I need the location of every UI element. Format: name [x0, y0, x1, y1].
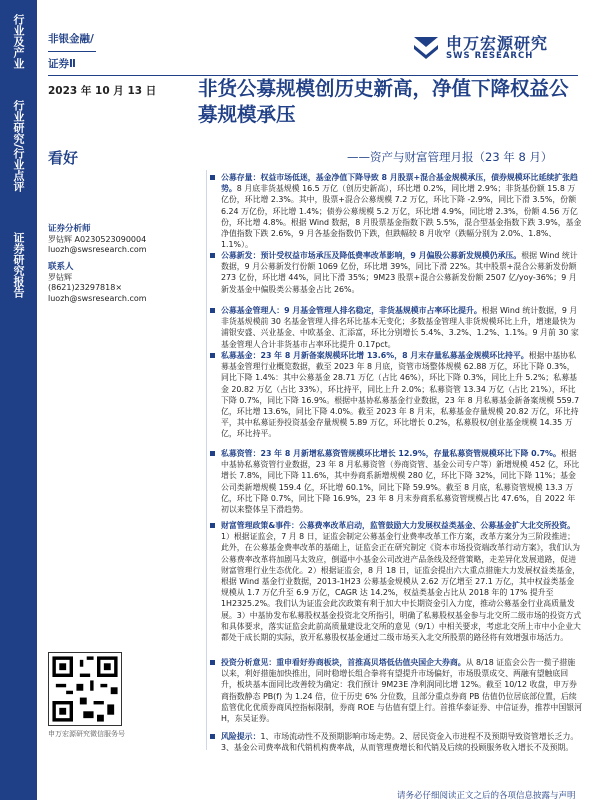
bullet-investment-view: 投资分析意见：重申看好券商板块，首推高贝塔低估值央国企大券商。从 8/18 证监会公告一揽子措施以来，利好措施加快推出，同时稳增长组合拳将有望提升市场偏好，市场股票成交、两融有望触底回升，板块基本面同比改善较为确定：我们预计 9M23E 净利润同比增 12%。截至 10/12 收盘，申万券商指数静态 PB(f) 为 1.24 倍，位于历史 6% 分位数，且部分重点券商 PB 估值仍位居底部位置，后续监管优化优质券商风控指标限制，券商 ROE 与估值有望上行。首推华泰证券、中信证券，推荐中国银河 H，东吴证券。: [210, 657, 582, 724]
bullet-private-am: 私募资管：23 年 8 月新增私募资管规模环比增长 12.9%，存量私募资管规模环比下降 0.7%。根据中基协私募资管行业数据，23 年 8 月私募资管（券商资管、基金公司专户等）新增规模 452 亿，环比增长 7.8%，同比下降 11.6%，其中券商系新增规模 280 亿，环比下降 32%，同比下降 11%；基金公司类新增规模 159.4 亿，环比增 60.1%，同比下降 59.9%。截至 8 月底，私募资管规模 13.3 万亿，环比下降 0.7%，同比下降 16.9%，23 年 8 月末券商系私募资管规模占比 47.6%，自 2022 年初以来整体呈下滑趋势。: [210, 448, 582, 515]
bullet-risk: 风险提示：1、市场流动性不及预期影响市场走势。2、居民资金入市进程不及预期导致资管增长乏力。3、基金公司费率战和代销机构费率战，从而管理费增长和代销及后续的投顾服务收入增长不及预期。: [210, 731, 582, 753]
bullet-marker-icon: [210, 660, 215, 665]
disclaimer-footer: 请务必仔细阅读正文之后的各项信息披露与声明: [397, 791, 576, 801]
bullet-policy-events: 财富管理政策&事件：公募费率改革启动，监管鼓励大力发展权益类基金、公募基金扩大北交所投资。1）根据证监会，7 月 8 日，证监会制定公募基金行业费率改革工作方案，改革方案分为三阶段推进；此外，在公募基金费率改革的基础上，证监会正在研究制定《资本市场投资端改革行动方案》，我们认为公募费率改革将加剧马太效应，倒逼中小基金公司改进产品条线及经营策略，走差异化发展道路，促进财富管理行业生态优化。2）根据证监会，8 月 18 日，证监会提出六大重点措施大力发展权益类基金，根据 Wind 基金行业数据，2013-1H23 公募基金规模从 2.62 万亿增至 27.1 万亿，其中权益类基金规模从 1.7 万亿升至 6.9 万亿，CAGR 达 14.2%，权益类基金占比从 2018 年的 17% 提升至 1H2325.2%。我们认为证监会此次政策有利于加大中长期资金引入力度，推动公募基金行业高质量发展。3）中基协发布私募股权基金投资北交所指引，明确了私募股权基金参与北交所二级市场的投资方式和具体要求，落实证监会此前高质量建设北交所的意见（9/1）中相关要求，考虑北交所上市中小企业大都处于成长期的实际，放开私募股权基金通过二级市场买入北交所股票的路径将有效增强市场活力。: [210, 520, 582, 643]
column-divider: [206, 170, 207, 750]
left-sidebar-strip: [0, 0, 37, 800]
report-date: 2023 年 10 月 13 日: [48, 85, 157, 97]
bullet-private-fund: 私募基金：23 年 8 月新备案规模环比增 13.6%，8 月末存量私募基金规模环比持平。根据中基协私募基金管理行业概览数据，截至 2023 年 8 月底，资管市场整体规模 62.88 万亿，环比下降 0.3%，同比下降 1.4%：其中公募基金 28.71 万亿（占比 46%），环比下降 0.3%，同比上升 5.2%；私募基金 20.82 万亿（占比 33%），环比持平，同比上升 2.0%；私募资管 13.34 万亿（占比 21%），环比下降 0.7%，同比下降 16.9%。根据中基协私募基金行业数据，23 年 8 月私募基金新备案规模 559.7 亿，环比增 13.6%，同比下降 4.0%。截至 2023 年 8 月末，私募基金存量规模 20.82 万亿，环比持平，其中私募证券投资基金存量规模 5.89 万亿，环比增长 0.2%，私募股权/创业基金规模 14.35 万亿，环比持平。: [210, 350, 582, 440]
bullet-marker-icon: [210, 353, 215, 358]
rating-label: 看好: [48, 149, 79, 167]
bullet-marker-icon: [210, 523, 215, 528]
report-subtitle: ——资产与财富管理月报（23 年 8 月）: [347, 150, 553, 164]
contact-phone: (8621)23297818×: [48, 283, 123, 292]
analyst-name: 罗钻辉 A0230523090004: [48, 234, 147, 244]
bullet-public-fund-stock: 公募存量：权益市场低迷，基金净值下降导致 8 月股票+混合基金规模承压，债券规模环比延续扩张趋势。8 月底非货基规模 16.5 万亿（创历史新高），环比增 0.2%，同比增 2.9%；非货基份额 15.8 万亿份，环比增 2.3%。其中，股票+混合公募规模 7.2 万亿，环比下降 -2.9%，同比下滑 3.5%，份额 6.24 万亿份，环比增 1.4%；债券公募规模 5.2 万亿，环比增 4.9%，同比增 2.3%，份额 4.56 万亿份，环比增 4.8%。根据 Wind 数据，8 月股票基金指数下跌 5.5%，混合型基金指数下跌 3.9%，基金净值指数下跌 2.6%，9 月各基金指数仍下跌，但跌幅较 8 月收窄（跌幅分别为 2.0%、1.8%、1.1%）。: [210, 172, 582, 250]
bullet-public-fund-new: 公募新发：预计受权益市场承压及降低费率改革影响，9 月偏股公募新发规模仍承压。根据 Wind 统计数据，9 月公募新发行份额 1069 亿份，环比增 39%，同比下滑 22%。其中股票+混合公募新发份额 273 亿份，环比增 44%，同比下滑 35%；9M23 股票+混合公募新发份额 2507 亿/yoy-36%；9 月新发基金中偏股类公募基金占比 26%。: [210, 250, 582, 295]
sidebar-label-report: 证券研究报告: [12, 232, 25, 298]
logo-text-en: SWS RESEARCH: [446, 51, 534, 61]
bullet-marker-icon: [210, 734, 215, 739]
sidebar-label-research-type: 行业研究/行业点评: [12, 100, 25, 193]
qr-code-icon[interactable]: [48, 652, 122, 726]
report-title: 非货公募规模创历史新高，净值下降权益公募规模承压: [198, 77, 569, 126]
bullet-marker-icon: [210, 451, 215, 456]
analyst-email[interactable]: luozh@swsresearch.com: [48, 245, 147, 254]
category-subsector: 证券Ⅱ: [48, 58, 76, 70]
contact-name: 罗钻辉: [48, 272, 72, 282]
bullet-marker-icon: [210, 253, 215, 258]
logo-text-cn: 申万宏源研究: [446, 34, 549, 53]
sws-logo-icon: [410, 31, 442, 61]
analyst-heading: 证券分析师: [48, 224, 91, 234]
sidebar-label-industry: 行业及产业: [12, 14, 25, 69]
category-sector: 非银金融/: [48, 33, 94, 45]
contact-heading: 联系人: [48, 262, 74, 272]
bullet-marker-icon: [210, 175, 215, 180]
qr-caption: 申万宏源研究微信服务号: [48, 730, 125, 738]
bullet-fund-managers: 公募基金管理人：9 月基金管理人排名稳定，非货基规模市占率环比提升。根据 Wind 统计数据，9 月非货基规模前 30 名基金管理人排名环比基本无变化；多数基金管理人非货规模环比上升，增速最快为浦银安盛、兴业基金、中欧基金、汇添富，环比分别增长 5.4%、3.2%、1.2%、1.1%。9 月前 30 家基金管理人合计非货基市占率环比提升 0.17pct。: [210, 305, 582, 350]
analyst-block: [48, 224, 147, 256]
contact-email[interactable]: luozh@swsresearch.com: [48, 293, 147, 303]
bullet-marker-icon: [210, 308, 215, 313]
contact-block: [48, 262, 147, 304]
category-divider: [48, 51, 96, 52]
